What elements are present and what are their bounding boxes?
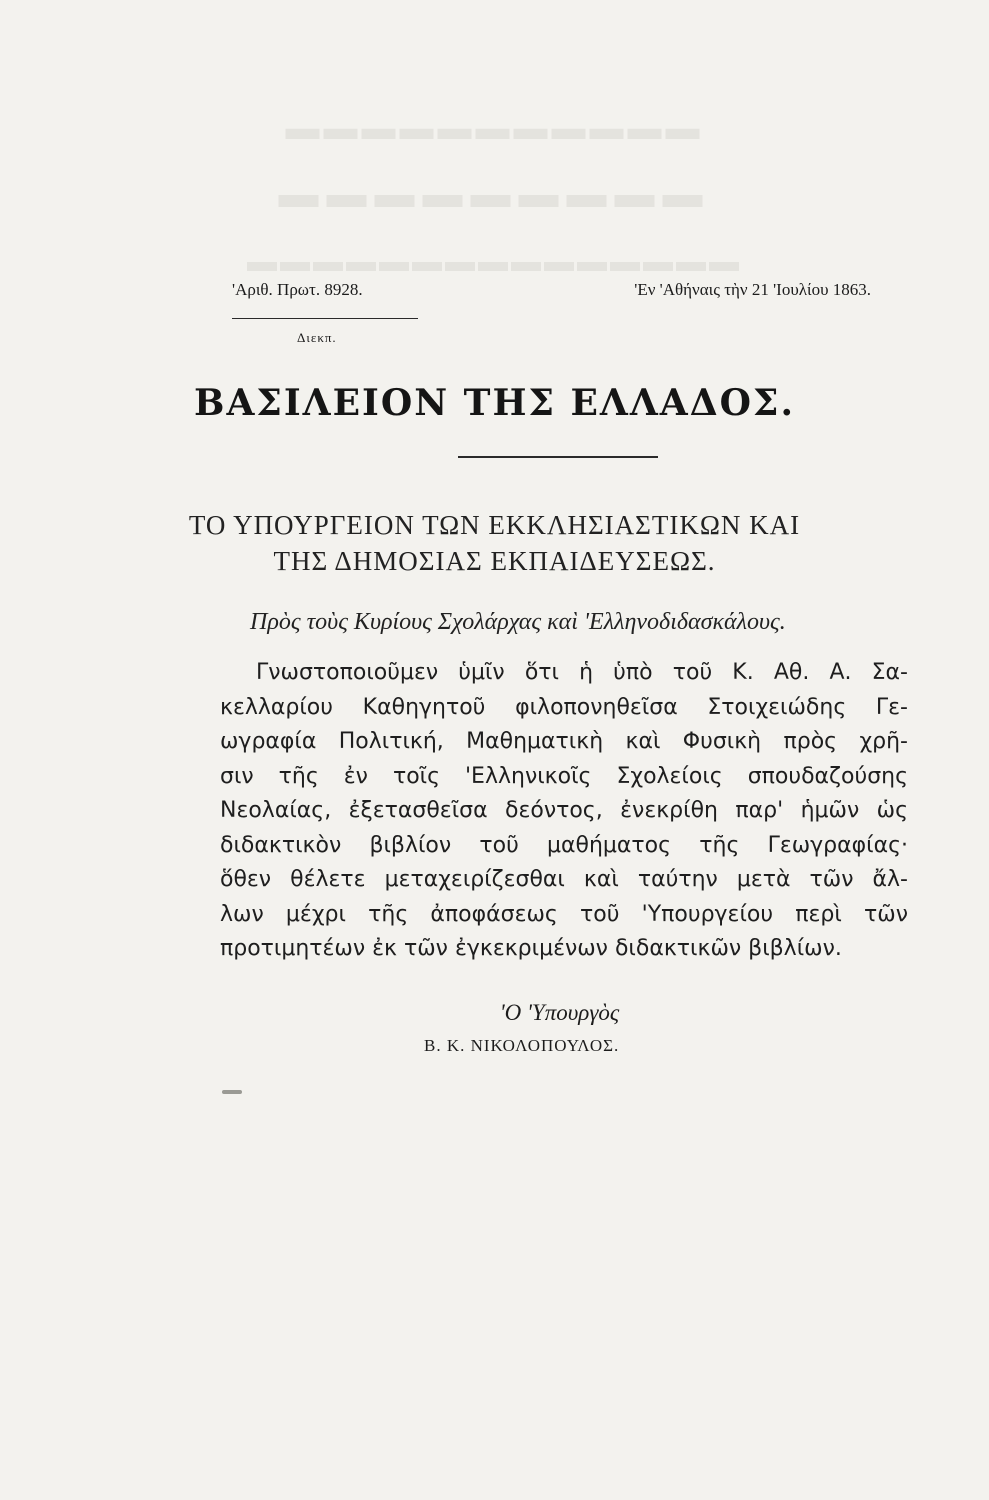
- show-through-ghost-text: ▬▬▬▬▬▬▬▬▬▬▬▬▬▬▬: [247, 245, 742, 278]
- signature-name: Β. Κ. ΝΙΚΟΛΟΠΟΥΛΟΣ.: [424, 1036, 620, 1055]
- signature-role: 'Ο 'Υπουργὸς: [499, 1000, 620, 1025]
- document-header: [232, 280, 871, 300]
- body-line: Γνωστοποιοῦμεν ὑμῖν ὅτι ἡ ὑπὸ τοῦ Κ. Αθ. Α. Σα-: [256, 660, 908, 685]
- show-through-ghost-text: ▬▬▬▬▬▬▬▬▬: [278, 171, 711, 216]
- body-line: σιν τῆς ἐν τοῖς 'Ελληνικοῖς Σχολείοις σπουδαζούσης: [220, 763, 908, 789]
- body-line: ωγραφία Πολιτική, Μαθηματικὴ καὶ Φυσικὴ πρὸς χρῆ-: [220, 729, 908, 754]
- show-through-ghost-text: ▬▬▬▬▬▬▬▬▬▬▬: [285, 110, 704, 147]
- kingdom-heading: ΒΑΣΙΛΕΙΟΝ ΤΗΣ ΕΛΛΑΔΟΣ.: [194, 382, 795, 424]
- title-divider: [458, 456, 658, 458]
- place-date: 'Εν 'Αθήναις τὴν 21 'Ιουλίου 1863.: [634, 280, 871, 299]
- ministry-heading: [0, 507, 989, 579]
- body-line: Νεολαίας, ἐξετασθεῖσα δεόντος, ἐνεκρίθη παρ' ἡμῶν ὡς: [220, 798, 908, 823]
- header-divider: [232, 318, 418, 319]
- directorate-label: Διεκπ.: [297, 330, 337, 345]
- body-line: διδακτικὸν βιβλίον τοῦ μαθήματος τῆς Γεωγραφίας·: [220, 832, 908, 858]
- protocol-number: 'Αριθ. Πρωτ. 8928.: [232, 280, 363, 299]
- addressee: Πρὸς τοὺς Κυρίους Σχολάρχας καὶ 'Ελληνοδιδασκάλους.: [250, 609, 786, 635]
- body-paragraph: [220, 656, 908, 967]
- ministry-line-2: ΤΗΣ ΔΗΜΟΣΙΑΣ ΕΚΠΑΙΔΕΥΣΕΩΣ.: [273, 546, 716, 576]
- ministry-line-1: ΤΟ ΥΠΟΥΡΓΕΙΟΝ ΤΩΝ ΕΚΚΛΗΣΙΑΣΤΙΚΩΝ ΚΑΙ: [188, 510, 801, 540]
- body-line: κελλαρίου Καθηγητοῦ φιλοπονηθεῖσα Στοιχειώδης Γε-: [220, 694, 908, 720]
- body-line: προτιμητέων ἐκ τῶν ἐγκεκριμένων διδακτικῶν βιβλίων.: [220, 936, 842, 961]
- ink-mark: [222, 1090, 242, 1094]
- body-line: λων μέχρι τῆς ἀποφάσεως τοῦ 'Υπουργείου περὶ τῶν: [220, 901, 908, 927]
- body-line: ὅθεν θέλετε μεταχειρίζεσθαι καὶ ταύτην μετὰ τῶν ἄλ-: [220, 867, 908, 892]
